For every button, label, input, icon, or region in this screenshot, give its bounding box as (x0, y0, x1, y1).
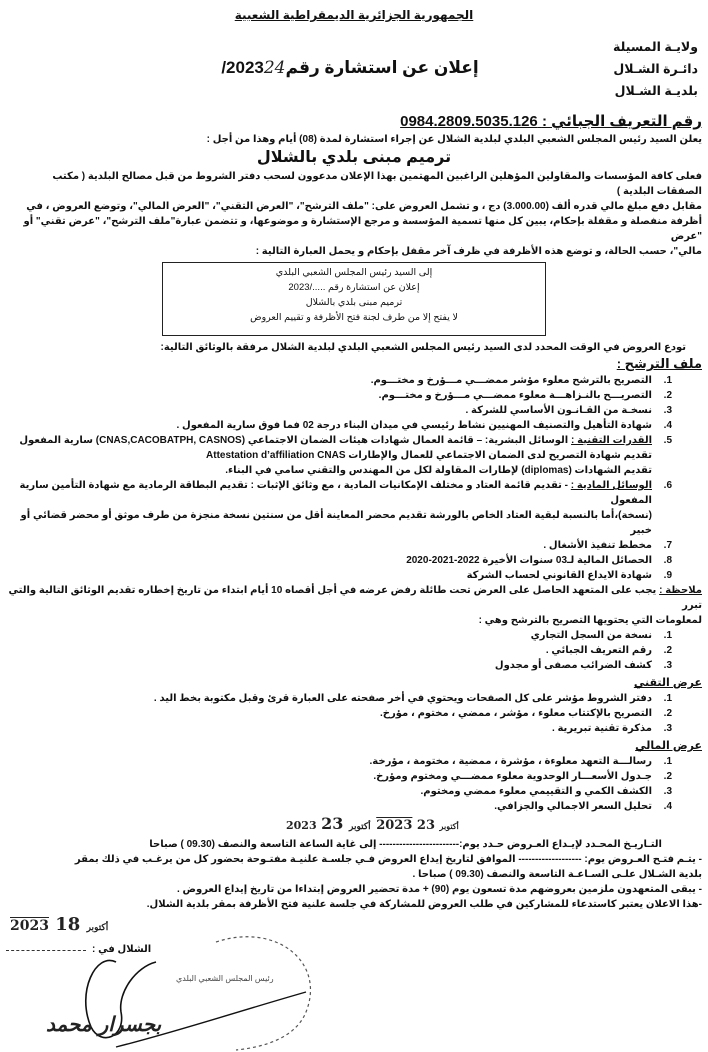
closing-line: التـاريـخ المحـدد لإيـداع العـروض حـدد يوم:------------------------ إلى غاية الساعة التاسعة والنصف (09.30 ) صباحا (149, 839, 662, 850)
item-text (495, 658, 652, 673)
list-item (6, 754, 672, 769)
item-text (467, 568, 652, 583)
technical-list (6, 691, 702, 736)
item-number: 4. (663, 801, 672, 812)
item-body: شهادة الايداع القانوني لحساب الشركة (466, 570, 652, 581)
item-number: 6. (663, 480, 672, 491)
item-text (379, 388, 652, 403)
document-body (0, 112, 708, 1052)
list-item (6, 799, 672, 814)
stamp-month: أكتوبر (86, 923, 109, 933)
item-number: 3. (663, 660, 672, 671)
list-item (6, 691, 672, 706)
deposit-line: تودع العروض في الوقت المحدد لدى السيد رئيس المجلس الشعبي البلدي لبلدية الشلال مرفقة بالوثائق التالية: (160, 342, 686, 353)
list-item (6, 721, 672, 736)
stamp-month: أكتوبر (349, 822, 371, 832)
item-body: شهادة التأهيل والتصنيف المهنيين نشاط رئيسي في ميدان البناء درجة 02 فما فوق سارية المفعول . (176, 420, 652, 431)
item-label: القدرات التقنية : (571, 435, 652, 446)
item-text (19, 433, 652, 448)
item-text (154, 691, 652, 706)
item-body: نسخة من السجل التجاري (530, 630, 652, 641)
item-number: 2. (663, 390, 672, 401)
list-item (6, 433, 672, 448)
stamp-month: أكتوبر (439, 821, 459, 831)
envelope-label-box (162, 262, 546, 336)
deposit-date-stamp (321, 814, 412, 833)
candidacy-heading: ملف الترشح : (616, 356, 702, 371)
daira-label: دائـرة الشـلال (613, 62, 698, 76)
item-body: كشف الضرائب مصفى أو مجدول (494, 660, 652, 671)
item-text (6, 478, 652, 508)
item-body: الكشف الكمي و التقييمي معلوء ممضي ومختوم. (420, 786, 652, 797)
item-number: 1. (663, 630, 672, 641)
item-number: 3. (663, 405, 672, 416)
list-item (6, 448, 672, 463)
tax-id-label: رقم التعريف الجبائي : (541, 113, 702, 130)
item-body: تحليل السعر الاجمالي والجزافي. (494, 801, 652, 812)
item-body: الحصائل المالية لـ03 سنوات الأخيرة 2022-2021-2020 (406, 555, 652, 566)
list-item (6, 388, 672, 403)
item-text (465, 403, 652, 418)
paragraph-line: مالي"، حسب الحالة، و توضع هذه الأظرفة في ظرف آخر مقفل بإحكام و يحمل العبارة التالية : (255, 246, 702, 257)
item-text (6, 508, 652, 538)
note-text-2: لمعلومات التي يحتويها التصريح بالترشح وهي : (478, 615, 702, 626)
item-number: 2. (663, 645, 672, 656)
list-item (6, 769, 672, 784)
signatory-name: بجسرار محمد (46, 1012, 162, 1036)
list-item (6, 403, 672, 418)
closing-block (6, 837, 702, 912)
item-number: 7. (663, 540, 672, 551)
item-body: التصريح بالترشح معلوء مؤشر ممضـــي مـــؤرخ و مختـــوم. (370, 375, 652, 386)
announcement-title-text: إعلان عن استشارة رقم (285, 58, 479, 77)
item-text (531, 628, 652, 643)
item-text (225, 463, 652, 478)
tax-id (6, 112, 702, 132)
list-item (6, 568, 672, 583)
financial-list (6, 754, 702, 814)
closing-line: بلدية الشـلال علـى السـاعـة التاسعة والنصف (09.30 ) صباحا . (412, 869, 702, 880)
item-number: 3. (663, 786, 672, 797)
stamp-day: 23 (416, 818, 436, 833)
list-item (6, 478, 672, 508)
item-number: 3. (663, 723, 672, 734)
envelope-line: لا يفتح إلا من طرف لجنة فتح الأظرفة و تقييم العروض (250, 312, 458, 323)
item-body: مذكرة تقنية تبريرية . (551, 723, 652, 734)
issuer-block (578, 36, 698, 102)
note-text: يجب على المتعهد الحاصل على العرض تحت طائلة رفض عرضه في أجل أقصاه 10 أيام ابتداء من تاريخ إخطاره تقديم الوثائق التالية والتي تبرر (8, 585, 702, 611)
list-item (6, 706, 672, 721)
item-text (494, 799, 652, 814)
financial-heading: عرض المالي (635, 740, 702, 752)
stamp-day: 18 (55, 914, 81, 935)
list-item (6, 463, 672, 478)
item-text (373, 769, 652, 784)
item-text (206, 448, 652, 463)
closing-line: -هذا الاعلان يعتبر كاستدعاء للمشاركين في طلب العروض للمشاركة في جلسة علنية فتح الأظرفة بمقر بلدية الشلال. (146, 899, 702, 910)
item-text (380, 706, 652, 721)
list-item (6, 784, 672, 799)
item-number: 1. (663, 693, 672, 704)
note-label: ملاحظة : (659, 585, 702, 596)
list-item (6, 643, 672, 658)
list-item (6, 508, 672, 538)
envelope-line: إعلان عن استشارة رقم ...../2023 (288, 282, 420, 293)
item-text (176, 418, 652, 433)
subject-title: ترميم مبنى بلدي بالشلال (256, 149, 452, 166)
announcement-title (200, 58, 500, 78)
paragraph-line: أظرفة منفصلة و مقفلة بإحكام، يبين كل منها تسمية المؤسسة و مرجع الإستشارة و موضوعها، و تتضمن عبارة"ملف الترشح"، "عرض تقني" أو "عرض (23, 216, 702, 242)
item-body: رسالـــة التعهد معلوءة ، مؤشرة ، ممضية ، مختومة ، مؤرخة. (369, 756, 652, 767)
candidacy-list (6, 373, 702, 583)
stamp-day: 23 (321, 814, 344, 833)
paragraph-line: مقابل دفع مبلغ مالي قدره ألف (3.000.00) دج ، و تشمل العروض على: "ملف الترشح"، "العرض التقني"، "العرض المالي"، وتوضع العروض ، في (26, 201, 702, 212)
intro-text: يعلن السيد رئيس المجلس الشعبي البلدي لبلدية الشلال عن إجراء استشارة لمدة (08) أيام وهذا من أجل : (206, 134, 702, 145)
closing-line: - يبقى المتعهدون ملزمين بعروضهم مدة تسعون يوم (90) + مدة تحضير العروض إبتداءا من تاريخ إيداع العروض . (176, 884, 702, 895)
item-body: (نسخة)،أما بالنسبة لبقية العتاد الخاص بالورشة تقديم محضر المعاينة أقل من سنتين نسخة منجزة من طرف موثق أو محضر قضائي أو خبير (20, 510, 652, 536)
announcement-year: /2023 (221, 58, 264, 77)
envelope-line: إلى السيد رئيس المجلس الشعبي البلدي (275, 267, 433, 278)
list-item (6, 373, 672, 388)
item-number: 2. (663, 771, 672, 782)
wilaya-label: ولايـة المسيلة (613, 40, 698, 54)
tax-id-value: 0984.2809.5035.126 (400, 113, 538, 130)
item-number: 9. (663, 570, 672, 581)
list-item (6, 628, 672, 643)
republic-title: الجمهورية الجزائرية الديمقراطية الشعبية (234, 8, 474, 22)
item-text (543, 538, 652, 553)
stamp-year: 2023 (10, 918, 49, 934)
envelope-line: ترميم مبنى بلدي بالشلال (305, 297, 403, 308)
item-body: الوسائل البشرية: – قائمة العمال شهادات هيئات الضمان الاجتماعي (CNAS,CACOBATPH, CASNOS) سارية المفعول (19, 435, 569, 446)
item-body: التصريح بالإكتتاب معلوء ، مؤشر ، ممضي ، مختوم ، مؤرخ. (380, 708, 652, 719)
item-label: الوسائل المادية : (570, 480, 652, 491)
place-date-label: الشلال في : (92, 944, 152, 955)
item-number: 5. (663, 435, 672, 446)
item-body: نسخـة من القـانـون الأساسي للشركة . (465, 405, 652, 416)
list-item (6, 658, 672, 673)
note (6, 583, 702, 613)
item-text (421, 784, 652, 799)
note-list (6, 628, 702, 673)
announcement-number: 24 (263, 58, 286, 78)
item-number: 8. (663, 555, 672, 566)
item-number: 2. (663, 708, 672, 719)
item-body: تقديم الشهادات (diplomas) لإطارات المقاولة لكل من المهندس والتقني سامي في البناء. (225, 465, 652, 476)
item-body: تقديم شهادة التصريح لدى الضمان الاجتماعي للعمال والإطارات Attestation d’affiliation CNAS (206, 450, 652, 461)
baladiya-label: بلديـة الشـلال (614, 84, 698, 98)
closing-line: - يتـم فتـح العـروض يوم: ------------------- الموافق لتاريخ إيداع العروض فـي جلسـة علنيـة مفتـوحة بحضور كل من يرغـب في ذلك بمقر (74, 854, 702, 865)
item-number: 4. (663, 420, 672, 431)
item-text (370, 754, 652, 769)
signature-area (6, 912, 702, 1052)
date-stamps-row (6, 814, 702, 837)
list-item (6, 538, 672, 553)
item-number: 1. (663, 375, 672, 386)
item-body: - تقديم قائمة العتاد و مختلف الإمكانيات المادية ، مع وثائق الإثبات : تقديم البطاقة الرمادية مع شهادة التأمين سارية المفعول (19, 480, 652, 506)
list-item (6, 418, 672, 433)
item-text (552, 721, 652, 736)
stamp-year: 2023 (286, 819, 317, 832)
signatory-title: رئيس المجلس الشعبي البلدي (176, 974, 274, 983)
item-body: مخطط تنفيذ الأشغال . (543, 540, 652, 551)
item-text (406, 553, 652, 568)
document-header (0, 0, 708, 112)
item-body: جـدول الأسعـــار الوحدوية معلوء ممضـــي ومختوم ومؤرخ. (373, 771, 652, 782)
seal-circle (216, 937, 310, 1050)
paragraph-line: فعلى كافة المؤسسات والمقاولين المؤهلين الراغبين المهتمين بهذا الإعلان مدعوون لسحب دفتر الشروط من قبل مصالح البلدية ( مكتب الصفقات البلدية ) (52, 171, 702, 197)
technical-heading: عرض التقني (633, 677, 702, 689)
item-body: رقم التعريف الجبائي . (545, 645, 652, 656)
instructions-paragraph (6, 169, 702, 259)
item-body: التصريـــح بالنـزاهـــة معلوء ممضـــي مـــؤرخ و مختـــوم. (378, 390, 652, 401)
item-number: 1. (663, 756, 672, 767)
list-item (6, 553, 672, 568)
item-body: دفتر الشروط مؤشر على كل الصفحات ويحتوي في أخر صفحته على العبارة قرئ وقبل مكتوبة بخط اليد . (153, 693, 652, 704)
stamp-year: 2023 (376, 818, 413, 833)
item-text (371, 373, 652, 388)
item-text (546, 643, 652, 658)
